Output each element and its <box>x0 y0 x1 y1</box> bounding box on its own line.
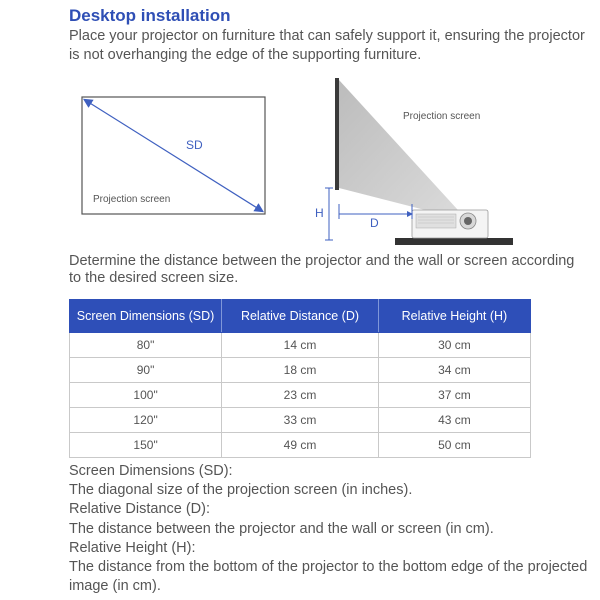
table-surface <box>395 238 513 245</box>
cell-d: 33 cm <box>222 408 379 433</box>
table-row <box>70 433 531 458</box>
screen-label-side: Projection screen <box>403 111 481 122</box>
height-label: H <box>315 206 324 220</box>
cell-sd: 90" <box>70 358 222 383</box>
projector-side-view-diagram <box>316 74 516 250</box>
cell-h: 30 cm <box>378 333 530 358</box>
cell-h: 43 cm <box>378 408 530 433</box>
cell-h: 50 cm <box>378 433 530 458</box>
cell-sd: 120" <box>70 408 222 433</box>
definitions <box>69 462 589 596</box>
cell-h: 34 cm <box>378 358 530 383</box>
table-row <box>70 408 531 433</box>
dimensions-table <box>69 299 531 458</box>
header-screen-dimensions: Screen Dimensions (SD) <box>70 300 222 333</box>
h-term: Relative Height (H): <box>69 539 196 556</box>
sd-term: Screen Dimensions (SD): <box>69 463 233 479</box>
projection-beam <box>339 80 468 221</box>
cell-d: 18 cm <box>222 358 379 383</box>
distance-instruction: Determine the distance between the projector and the wall or screen according to the desired screen size. <box>69 253 575 286</box>
cell-d: 14 cm <box>222 333 379 358</box>
d-term: Relative Distance (D): <box>69 501 211 518</box>
table-row <box>70 358 531 383</box>
intro-paragraph: Place your projector on furniture that can safely support it, ensuring the projector is not overhanging the edge of the supporting furniture. <box>69 28 585 63</box>
projector <box>412 210 488 238</box>
screen-label: Projection screen <box>93 194 171 205</box>
cell-d: 49 cm <box>222 433 379 458</box>
cell-sd: 80" <box>70 333 222 358</box>
cell-d: 23 cm <box>222 383 379 408</box>
table-row <box>70 333 531 358</box>
distance-label: D <box>370 216 379 230</box>
projection-screen-side <box>335 78 339 190</box>
table-header-row <box>70 300 531 333</box>
cell-sd: 150" <box>70 433 222 458</box>
header-relative-distance: Relative Distance (D) <box>222 300 379 333</box>
table-row <box>70 383 531 408</box>
h-description: The distance from the bottom of the projector to the bottom edge of the projected image (in cm). <box>69 559 588 595</box>
diagonal-label: SD <box>186 138 203 152</box>
d-description: The distance between the projector and the wall or screen (in cm). <box>69 520 494 537</box>
header-relative-height: Relative Height (H) <box>378 300 530 333</box>
sd-description: The diagonal size of the projection screen (in inches). <box>69 482 413 499</box>
cell-sd: 100" <box>70 383 222 408</box>
page-title: Desktop installation <box>69 6 231 25</box>
cell-h: 37 cm <box>378 383 530 408</box>
screen-diagonal-diagram <box>80 96 270 218</box>
